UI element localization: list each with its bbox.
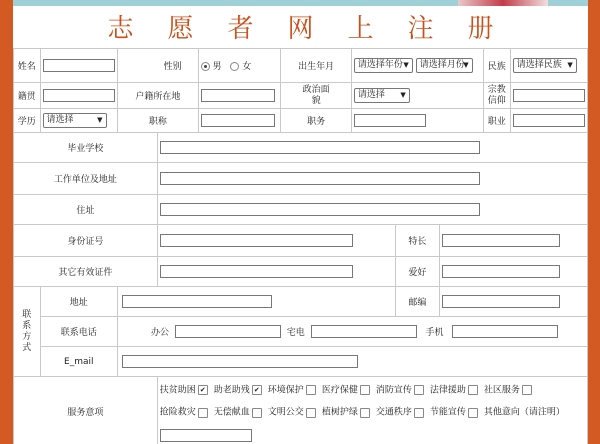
address-label: 住址 — [14, 195, 158, 225]
service-option-label: 文明公交 — [267, 407, 304, 418]
service-option[interactable] — [376, 408, 430, 418]
office-phone-label: 办公 — [151, 328, 170, 338]
gender-female-radio[interactable] — [230, 62, 239, 71]
ethnic-select[interactable] — [513, 58, 577, 73]
service-option[interactable] — [430, 386, 484, 396]
contact-address-label: 地址 — [40, 287, 118, 317]
service-option-label: 环境保护 — [267, 385, 304, 395]
checkbox-icon[interactable] — [414, 385, 424, 395]
politics-label: 政治面貌 — [302, 84, 330, 106]
registration-form — [13, 0, 588, 444]
specialty-input[interactable] — [442, 234, 560, 247]
gender-male-label: 男 — [212, 62, 222, 72]
birth-month-select[interactable] — [416, 58, 473, 73]
home-phone-input[interactable] — [311, 325, 417, 338]
chevron-down-icon: ▼ — [567, 61, 573, 69]
other-id-input[interactable] — [160, 265, 353, 278]
school-label: 毕业学校 — [14, 133, 158, 163]
service-option[interactable] — [376, 386, 430, 396]
duty-input[interactable] — [354, 114, 426, 127]
edu-value: 请选择 — [46, 115, 74, 125]
birth-year-value: 请选择年份 — [357, 60, 403, 70]
email-input[interactable] — [122, 355, 358, 368]
id-input[interactable] — [160, 234, 353, 247]
chevron-down-icon: ▼ — [97, 116, 103, 124]
gender-female-label: 女 — [242, 62, 252, 72]
religion-label: 宗教信仰 — [487, 84, 506, 106]
address-input[interactable] — [160, 203, 480, 216]
service-option-label: 社区服务 — [483, 385, 520, 395]
mobile-input[interactable] — [452, 325, 558, 338]
service-options — [157, 377, 587, 444]
email-label: E_mail — [40, 347, 118, 377]
checkbox-icon[interactable] — [252, 408, 262, 418]
gender-label: 性别 — [118, 49, 199, 83]
checkbox-icon[interactable] — [306, 408, 316, 418]
duty-label: 职务 — [281, 109, 351, 133]
checkbox-checked-icon[interactable]: ✔ — [198, 385, 208, 395]
checkbox-icon[interactable] — [414, 408, 424, 418]
service-option-label: 抢险救灾 — [159, 407, 196, 418]
checkbox-icon[interactable] — [306, 385, 316, 395]
job-input[interactable] — [513, 114, 585, 127]
title-input[interactable] — [201, 114, 275, 127]
chevron-down-icon: ▼ — [400, 91, 406, 99]
hobby-label: 爱好 — [395, 257, 439, 287]
politics-value: 请选择 — [357, 90, 385, 100]
hukou-input[interactable] — [201, 89, 275, 102]
work-input[interactable] — [160, 172, 480, 185]
native-input[interactable] — [43, 89, 115, 102]
page-title: 志愿者网上注册 — [107, 14, 528, 44]
checkbox-icon[interactable] — [198, 408, 208, 418]
contact-address-input[interactable] — [122, 295, 272, 308]
id-label: 身份证号 — [14, 225, 158, 257]
birth-year-select[interactable] — [354, 58, 413, 73]
service-option-label: 交通秩序 — [375, 407, 412, 418]
religion-input[interactable] — [513, 89, 585, 102]
service-option[interactable] — [430, 408, 484, 418]
other-id-label: 其它有效证件 — [14, 257, 158, 287]
checkbox-checked-icon[interactable]: ✔ — [252, 385, 262, 395]
header-banner — [13, 0, 588, 6]
checkbox-icon[interactable] — [522, 385, 532, 395]
service-option[interactable] — [322, 408, 376, 418]
zip-input[interactable] — [442, 295, 560, 308]
name-label: 姓名 — [14, 49, 41, 83]
service-option[interactable] — [268, 386, 322, 396]
other-intent-input[interactable] — [160, 429, 252, 442]
service-option-label: 助老助残 — [213, 385, 250, 395]
hukou-label: 户籍所在地 — [118, 83, 199, 109]
job-label: 职业 — [483, 109, 510, 133]
school-input[interactable] — [160, 141, 480, 154]
title-label: 职称 — [118, 109, 199, 133]
office-phone-input[interactable] — [175, 325, 281, 338]
ethnic-label: 民族 — [483, 49, 510, 83]
service-option-label: 其他意向（请注明） — [483, 407, 565, 418]
service-option[interactable] — [484, 386, 538, 396]
chevron-down-icon: ▼ — [463, 61, 469, 69]
service-option-label: 消防宣传 — [375, 385, 412, 395]
checkbox-icon[interactable] — [360, 408, 370, 418]
birth-label: 出生年月 — [281, 49, 351, 83]
service-option[interactable] — [322, 386, 376, 396]
banner-decoration — [458, 0, 548, 6]
gender-male-radio[interactable] — [201, 62, 210, 71]
name-input[interactable] — [43, 59, 115, 72]
service-option-label: 无偿献血 — [213, 407, 250, 418]
zip-label: 邮编 — [395, 287, 439, 317]
service-option-label: 法律援助 — [429, 385, 466, 395]
service-option[interactable] — [268, 408, 322, 418]
checkbox-icon[interactable] — [468, 408, 478, 418]
form-table — [13, 48, 588, 444]
edu-select[interactable] — [43, 113, 107, 128]
mobile-label: 手机 — [425, 328, 444, 338]
service-label: 服务意项 — [14, 377, 158, 444]
birth-month-value: 请选择月份 — [419, 60, 465, 70]
native-label: 籍贯 — [14, 83, 41, 109]
work-label: 工作单位及地址 — [14, 163, 158, 195]
service-option[interactable] — [484, 408, 565, 418]
service-option-label: 扶贫助困 — [159, 385, 196, 395]
service-option[interactable] — [160, 386, 214, 396]
checkbox-icon[interactable] — [360, 385, 370, 395]
edu-label: 学历 — [14, 109, 41, 133]
service-option[interactable] — [160, 408, 214, 418]
politics-select[interactable] — [354, 88, 410, 103]
service-option-label: 植树护绿 — [321, 407, 358, 418]
service-option-label: 医疗保健 — [321, 385, 358, 395]
specialty-label: 特长 — [395, 225, 439, 257]
checkbox-icon[interactable] — [468, 385, 478, 395]
service-option[interactable] — [214, 408, 268, 418]
service-option-label: 节能宣传 — [429, 407, 466, 418]
service-option[interactable] — [214, 386, 268, 396]
contact-group-label: 联系方式 — [22, 309, 32, 353]
chevron-down-icon: ▼ — [403, 61, 409, 69]
phone-label: 联系电话 — [40, 317, 118, 347]
hobby-input[interactable] — [442, 265, 560, 278]
ethnic-value: 请选择民族 — [516, 60, 562, 70]
home-phone-label: 宅电 — [286, 328, 305, 338]
